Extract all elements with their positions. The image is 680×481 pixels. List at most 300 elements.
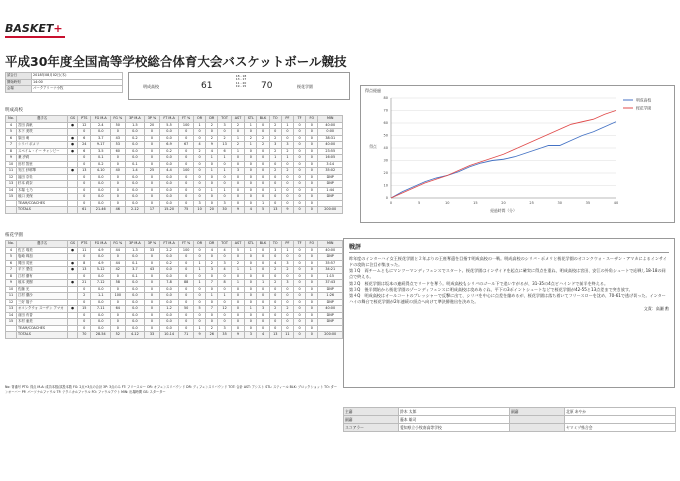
stat-cell: 1	[206, 168, 218, 175]
stat-cell: 0	[306, 122, 318, 129]
stat-cell: 0	[231, 181, 244, 188]
stat-cell: 1	[257, 200, 269, 207]
stat-cell: 0	[269, 299, 281, 306]
stat-cell: 35:57	[318, 260, 343, 267]
x-tick-label: 0	[389, 201, 393, 205]
stat-cell: 0	[257, 260, 269, 267]
stat-cell: 0	[269, 273, 281, 280]
stat-cell: 9	[231, 207, 244, 214]
stat-cell: 0	[257, 254, 269, 261]
stat-cell: 0	[179, 319, 194, 326]
stat-cell: 0	[145, 194, 160, 201]
official-label: 副審	[510, 408, 565, 416]
stat-cell: 0	[281, 254, 293, 261]
y-tick-label: 40	[383, 146, 388, 151]
stat-cell: 15	[6, 319, 17, 326]
stat-cell: 13	[78, 267, 91, 274]
stat-cell: 0	[78, 319, 91, 326]
stat-cell: 0	[306, 194, 318, 201]
stat-cell: 9	[6, 280, 17, 287]
stat-cell: 4-9	[91, 260, 111, 267]
stat-cell: 2	[206, 122, 218, 129]
stat-cell: 0	[145, 148, 160, 155]
stat-cell: 0	[294, 207, 306, 214]
stat-cell: 13	[218, 142, 231, 149]
stat-cell: 0	[193, 181, 205, 188]
team-b-name: 桜花学園	[297, 84, 313, 89]
stat-cell: 30	[218, 207, 231, 214]
stat-cell: 0	[294, 293, 306, 300]
stat-cell: 0	[206, 273, 218, 280]
stat-cell: 0	[294, 194, 306, 201]
stat-cell: 9	[193, 332, 205, 339]
stat-cell: 0	[269, 325, 281, 332]
x-axis-label: 経過時間（分）	[490, 208, 517, 213]
stat-cell: 17	[145, 207, 160, 214]
stat-cell: 0	[294, 161, 306, 168]
stat-cell: 1	[218, 293, 231, 300]
legend-entry: 明成高校	[636, 97, 652, 103]
stat-cell: 14	[6, 187, 17, 194]
column-header: DR	[206, 116, 218, 123]
stat-cell: 平下 愛佳	[16, 267, 67, 274]
team-a-label: 明成高校	[5, 108, 23, 113]
stat-cell: 0	[257, 122, 269, 129]
stat-cell: 37:43	[318, 280, 343, 287]
official-value: ヤマミヅ県合会	[565, 424, 676, 432]
stat-cell: DNP	[318, 174, 343, 181]
stat-cell: 0	[218, 161, 231, 168]
stat-cell: 4	[245, 207, 257, 214]
stat-cell: 0	[231, 312, 244, 319]
stat-cell: 9	[6, 155, 17, 162]
stat-cell: 0-0	[125, 319, 145, 326]
stat-cell: 75	[179, 207, 194, 214]
column-header: DR	[206, 241, 218, 248]
stat-cell: 52	[110, 332, 125, 339]
stat-cell: 0-0	[125, 254, 145, 261]
stat-cell: 0	[245, 129, 257, 136]
stat-cell: 3	[218, 260, 231, 267]
stat-cell: 6	[218, 148, 231, 155]
y-tick-label: 20	[383, 171, 388, 176]
stat-cell: 43	[110, 135, 125, 142]
column-header: GS	[68, 241, 78, 248]
stat-cell	[6, 332, 17, 339]
stat-cell: 0	[245, 148, 257, 155]
stat-cell: 0	[231, 161, 244, 168]
column-header: 選手名	[16, 116, 67, 123]
logo-underline	[5, 36, 65, 38]
stat-cell: 0-0	[91, 312, 111, 319]
stat-cell: 塩崎 珠加	[16, 254, 67, 261]
info-value: 2018年08月02日(木)	[32, 73, 123, 80]
stat-cell: 0	[306, 312, 318, 319]
stat-cell: 0	[257, 187, 269, 194]
stat-cell: 0	[206, 286, 218, 293]
stat-cell: 4-4	[159, 168, 179, 175]
stat-cell: 33	[145, 332, 160, 339]
stat-cell: 0-0	[159, 194, 179, 201]
stat-cell: ●	[68, 142, 78, 149]
stat-cell: 3	[218, 200, 231, 207]
stat-cell: DNP	[318, 286, 343, 293]
divider	[349, 252, 669, 253]
team-a-score: 61	[201, 81, 213, 91]
stat-cell: 0	[257, 325, 269, 332]
stat-cell: 0	[218, 254, 231, 261]
y-tick-label: 80	[383, 96, 388, 101]
stat-cell: 3	[206, 267, 218, 274]
team-a-name: 明成高校	[143, 84, 159, 89]
stat-cell: 0	[78, 312, 91, 319]
stat-cell: 0	[306, 254, 318, 261]
stat-cell: 4	[218, 247, 231, 254]
stat-cell: 0	[206, 161, 218, 168]
stat-cell: 0-0	[91, 194, 111, 201]
stat-cell: 0-0	[125, 155, 145, 162]
stat-cell: 6-9	[159, 142, 179, 149]
player-row	[6, 207, 343, 214]
stat-cell: 0-0	[125, 148, 145, 155]
stat-cell: 2	[231, 142, 244, 149]
commentary-paragraph: 第１Q 両チームともにマンツーマンディフェンスでスタート。桜花学園はインサイドを起点に確実に得点を重ね、明成高校は宮田、安江の外角シュートで応戦し18-18の同点で終える。	[349, 268, 666, 280]
stat-cell: 宮田 真帆	[16, 122, 67, 129]
stat-cell: 1	[231, 135, 244, 142]
stat-cell: 38:31	[318, 135, 343, 142]
stat-cell: 100	[179, 168, 194, 175]
stat-cell: 0	[245, 181, 257, 188]
stat-cell: 0	[281, 161, 293, 168]
stat-cell: 0	[245, 299, 257, 306]
stat-cell: 0-0	[125, 325, 145, 332]
column-header: 3P %	[145, 241, 160, 248]
stat-cell: 0	[294, 260, 306, 267]
column-header: No.	[6, 241, 17, 248]
stat-cell: 3	[269, 142, 281, 149]
stat-cell: 0	[78, 187, 91, 194]
stat-cell: 0	[257, 312, 269, 319]
stat-cell: 7	[6, 267, 17, 274]
stat-cell: 0	[306, 200, 318, 207]
stat-cell: 0	[269, 312, 281, 319]
stat-cell: 0	[110, 200, 125, 207]
team-b-score: 70	[261, 81, 273, 91]
stat-cell: 26	[206, 332, 218, 339]
stat-cell: 0	[294, 122, 306, 129]
column-header: 3P %	[145, 116, 160, 123]
stat-cell: 0	[193, 174, 205, 181]
commentary-paragraph: 第２Q 桜花学園は坂本の連続得点でリードを奪う。明成高校もシリバのゴール下で追いすがるが、31-35の4点ビハインドで前半を終える。	[349, 280, 609, 286]
stat-cell: 2-4	[91, 122, 111, 129]
stat-cell: 0	[257, 194, 269, 201]
stat-cell: 1:26	[318, 293, 343, 300]
stat-cell: 2	[281, 148, 293, 155]
stat-cell: 1	[193, 280, 205, 287]
stat-cell: 0	[218, 129, 231, 136]
stat-cell: 2	[245, 135, 257, 142]
x-tick-label: 20	[501, 201, 506, 205]
stat-cell: 0	[269, 194, 281, 201]
stat-cell: 0	[269, 200, 281, 207]
stat-cell: 0	[281, 181, 293, 188]
column-header: 3P M-A	[125, 241, 145, 248]
stat-cell: 0-0	[91, 273, 111, 280]
stat-cell: 0	[231, 299, 244, 306]
stat-cell: 0	[179, 293, 194, 300]
stat-cell: 0-0	[159, 155, 179, 162]
stat-cell: 0-0	[159, 181, 179, 188]
stat-cell: ●	[68, 148, 78, 155]
stat-cell: 0	[281, 187, 293, 194]
stat-cell: 21-46	[91, 207, 111, 214]
stat-cell: 0	[179, 267, 194, 274]
stat-cell: 江村 優沙	[16, 293, 67, 300]
stat-cell: 0-0	[159, 273, 179, 280]
stat-cell: 0	[179, 155, 194, 162]
series-line-1	[391, 111, 616, 199]
stat-cell: 0-1	[125, 273, 145, 280]
stat-cell: 坂本 美樹	[16, 280, 67, 287]
stat-cell: 0	[231, 254, 244, 261]
stat-cell: 0	[145, 135, 160, 142]
stat-cell: 0-2	[159, 260, 179, 267]
stat-cell: 0	[245, 161, 257, 168]
stat-cell: 0	[231, 187, 244, 194]
column-header: BLK	[257, 241, 269, 248]
stat-cell: 4	[218, 267, 231, 274]
stat-cell: 0	[306, 293, 318, 300]
stat-cell: 0	[179, 254, 194, 261]
stat-cell: 0	[193, 286, 205, 293]
stat-cell: 0	[218, 312, 231, 319]
stat-cell: 2	[269, 122, 281, 129]
stat-cell: 0	[306, 181, 318, 188]
x-tick-label: 15	[473, 201, 478, 205]
stat-cell: 0	[306, 135, 318, 142]
series-line-0	[391, 122, 616, 198]
stat-cell: 1	[257, 280, 269, 287]
stat-cell: 25	[145, 168, 160, 175]
stat-cell: 0-1	[125, 260, 145, 267]
stat-cell: 0	[206, 129, 218, 136]
stat-cell: 50	[179, 306, 194, 313]
official-label: 副審	[344, 416, 399, 424]
stat-cell: 0	[179, 187, 194, 194]
info-label: 会場	[6, 86, 32, 93]
stat-cell: 0	[110, 325, 125, 332]
score-progression-chart	[360, 85, 675, 223]
stat-cell: 0	[269, 254, 281, 261]
stat-cell: 71	[179, 332, 194, 339]
stat-cell: ●	[68, 168, 78, 175]
stat-cell: 5	[6, 254, 17, 261]
stat-cell: 木下 美咲	[16, 129, 67, 136]
stat-cell: 1	[231, 280, 244, 287]
stat-cell: 0	[306, 207, 318, 214]
stat-cell: 0	[179, 129, 194, 136]
stat-cell: 13	[78, 168, 91, 175]
stat-cell: 4	[269, 260, 281, 267]
stat-cell: 0-0	[125, 280, 145, 287]
stat-cell: 42	[110, 267, 125, 274]
stat-cell: 0	[245, 286, 257, 293]
abbreviation-legend: No: 背番号 PTS: 得点 M-A: 成功本数/試投本数 FG: 2点+3点の合計 3P: 3点のみ FT: フリースロー OR: オフェンスリバウンド DR: ディフェンスリバウンド TOT: 合計 AST: アシスト STL: スティール BLK: ブロックショット TO: ターンオーバー PF: パーソナルファウル TF: テクニカルファウル FO: ファウルアウト MIN: 出場時間 GS: スターター	[5, 385, 338, 395]
stat-cell: 0	[306, 168, 318, 175]
chart-title: 得点経過	[365, 88, 381, 93]
officials-table	[343, 407, 676, 432]
stat-cell: DNP	[318, 181, 343, 188]
stat-cell: 0-0	[91, 325, 111, 332]
stat-cell: 0	[145, 325, 160, 332]
x-tick-label: 30	[557, 201, 562, 205]
stat-cell: 10	[6, 286, 17, 293]
info-value: 14:00	[32, 79, 123, 86]
stat-cell: 0	[306, 286, 318, 293]
stat-cell: 0	[179, 148, 194, 155]
stat-cell: 28-54	[91, 332, 111, 339]
stat-cell: 0	[110, 273, 125, 280]
stat-cell: 0	[179, 161, 194, 168]
stat-cell: 0	[78, 273, 91, 280]
stat-cell: 88	[179, 280, 194, 287]
stat-cell: 0	[281, 319, 293, 326]
stat-cell: 0	[206, 174, 218, 181]
stat-cell: 4-12	[125, 332, 145, 339]
stat-cell: 0	[145, 174, 160, 181]
stat-cell: 0	[306, 267, 318, 274]
stat-cell: 0	[145, 306, 160, 313]
info-label: 開始時刻	[6, 79, 32, 86]
stat-cell: 0	[193, 168, 205, 175]
stat-cell: 0-2	[159, 148, 179, 155]
x-tick-label: 40	[613, 201, 619, 205]
stat-cell: 0	[206, 200, 218, 207]
column-header: STL	[245, 241, 257, 248]
stat-cell: 5	[6, 129, 17, 136]
official-label: 主審	[344, 408, 399, 416]
info-label: 試合日	[6, 73, 32, 80]
stat-cell: 0-0	[159, 200, 179, 207]
stat-cell: 2	[269, 306, 281, 313]
stat-cell: 2	[281, 267, 293, 274]
stat-cell: 12	[78, 122, 91, 129]
stat-cell: 58	[110, 280, 125, 287]
stat-cell: 0	[257, 174, 269, 181]
stat-cell: 4	[257, 332, 269, 339]
stat-cell: 0	[179, 273, 194, 280]
stat-cell: TEAM/COACHES	[16, 325, 67, 332]
official-label: スコアラー	[344, 424, 399, 432]
stat-cell: 0	[294, 174, 306, 181]
stat-cell: 0	[218, 181, 231, 188]
stat-cell: 0-0	[159, 325, 179, 332]
stat-cell: 0-0	[125, 286, 145, 293]
stat-cell: ●	[68, 122, 78, 129]
column-header: FG %	[110, 116, 125, 123]
stat-cell: 1	[218, 168, 231, 175]
stat-cell: 0	[110, 194, 125, 201]
stat-cell: 兼 汐莉	[16, 155, 67, 162]
stat-cell: 0	[193, 135, 205, 142]
stat-cell: 0	[231, 129, 244, 136]
stat-cell: 0	[110, 286, 125, 293]
stat-cell: 0	[245, 187, 257, 194]
stat-cell: 15	[78, 306, 91, 313]
stat-cell: 0	[206, 319, 218, 326]
stat-cell: 6	[78, 148, 91, 155]
stat-cell: 0	[294, 135, 306, 142]
column-header: FG M-A	[91, 241, 111, 248]
stat-cell: 0	[193, 293, 205, 300]
stat-cell: 1	[193, 325, 205, 332]
commentary-paragraph: 昨年度のインターハイ女王桜花学園と２年ぶりの王座奪還を目指す明成高校の一戦。明成高校のシリバ・ポメリと桜花学園のオコンクウォ・スーザン・アマカによるインサイドの攻防に注目が集まった。	[349, 256, 667, 268]
stat-cell: 0	[193, 129, 205, 136]
stat-cell: 0	[306, 161, 318, 168]
stat-cell: 0-0	[91, 181, 111, 188]
stat-cell: 0	[245, 200, 257, 207]
stat-cell: 0	[218, 286, 231, 293]
stat-cell: 0	[193, 319, 205, 326]
stat-cell: 0	[78, 155, 91, 162]
stat-cell: 4-9	[91, 247, 111, 254]
stat-cell: 佐古 瑠美	[16, 247, 67, 254]
stat-cell: 10	[6, 161, 17, 168]
stat-cell: 0	[245, 254, 257, 261]
stat-cell: 0	[306, 325, 318, 332]
stat-cell: 0	[231, 174, 244, 181]
stat-cell: 0	[145, 187, 160, 194]
stat-cell: 2	[281, 306, 293, 313]
stat-cell: 15-20	[159, 207, 179, 214]
stat-cell: 0	[294, 254, 306, 261]
stat-cell: 0	[306, 306, 318, 313]
stat-cell: ●	[68, 280, 78, 287]
stat-cell: 0	[145, 129, 160, 136]
stat-cell: 0-0	[91, 286, 111, 293]
stat-cell: 11	[78, 247, 91, 254]
stat-cell: 2	[269, 168, 281, 175]
stat-cell: 100	[179, 247, 194, 254]
stat-cell: 0-0	[159, 312, 179, 319]
stat-cell: 0	[294, 168, 306, 175]
stat-cell: 0	[218, 273, 231, 280]
stat-cell: 2	[269, 135, 281, 142]
column-header: OR	[193, 241, 205, 248]
stat-cell: 2-12	[125, 207, 145, 214]
stat-cell: 60	[110, 148, 125, 155]
stat-cell: 0	[306, 319, 318, 326]
stat-cell: 0	[257, 319, 269, 326]
stat-cell: 200:00	[318, 332, 343, 339]
stat-cell: DNP	[318, 194, 343, 201]
stat-cell: 0	[145, 254, 160, 261]
scoreboard	[128, 72, 350, 100]
stat-cell: 0	[206, 254, 218, 261]
stat-cell: 5	[257, 207, 269, 214]
stat-cell: 0-0	[125, 181, 145, 188]
stat-cell: 0	[306, 148, 318, 155]
column-header: PTS	[78, 116, 91, 123]
stat-cell: シリバ ポメリ	[16, 142, 67, 149]
stat-cell: 1	[193, 122, 205, 129]
stat-cell: 3	[245, 332, 257, 339]
stat-cell: 0	[145, 299, 160, 306]
stat-cell: 0	[110, 174, 125, 181]
stat-cell: 0	[193, 247, 205, 254]
stat-cell: 0	[245, 312, 257, 319]
stat-cell: 0-0	[159, 187, 179, 194]
